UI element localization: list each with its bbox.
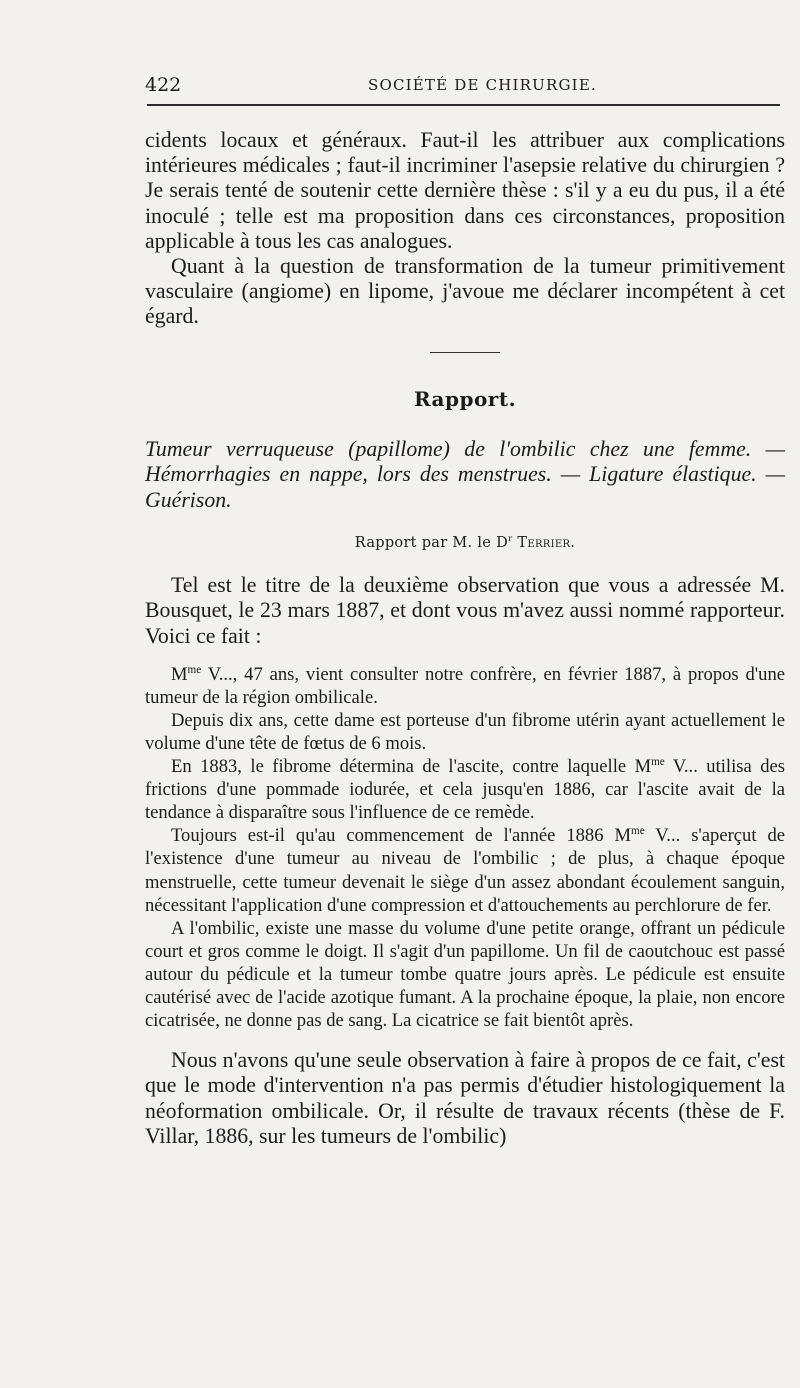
- obs-sup: me: [631, 825, 645, 838]
- reporter-sup: r: [508, 534, 513, 545]
- obs-text: En 1883, le fibrome détermina de l'ascite, contre laquelle M: [171, 756, 652, 778]
- observation-paragraph: [145, 663, 785, 709]
- running-title: SOCIÉTÉ DE CHIRURGIE.: [368, 76, 597, 94]
- obs-text: V... s'aperçut de l'existence d'une tumeur au niveau de l'ombilic ; de plus, à chaque époque menstruelle, cette tumeur devenait le siège d'un assez abondant écoulement sanguin, nécessitant l'application d'une compression et d'attouchements au perchlorure de fer.: [145, 825, 785, 916]
- observation-paragraph: Depuis dix ans, cette dame est porteuse d'un fibrome utérin ayant actuellement le volume d'une tête de fœtus de 6 mois.: [145, 709, 785, 755]
- obs-text: V... utilisa des frictions d'une pommade iodurée, et cela jusqu'en 1886, car l'ascite avait de la tendance à disparaître sous l'influence de ce remède.: [145, 756, 785, 824]
- page-body: [145, 128, 785, 1149]
- reporter-name: Terrier.: [517, 535, 576, 552]
- paragraph-angiome: Quant à la question de transformation de la tumeur primitivement vasculaire (angiome) en lipome, j'avoue me déclarer incompétent à cet égard.: [145, 254, 785, 329]
- intro-paragraph: Tel est le titre de la deuxième observation que vous a adressée M. Bousquet, le 23 mars 1887, et dont vous m'avez aussi nommé rapporteur. Voici ce fait :: [145, 573, 785, 648]
- header-rule: [147, 104, 780, 106]
- page-header: [145, 74, 785, 98]
- reporter-line: [145, 535, 785, 551]
- report-subtitle: Tumeur verruqueuse (papillome) de l'ombilic chez une femme. — Hémorrhagies en nappe, lors des menstrues. — Ligature élastique. — Guérison.: [145, 436, 785, 512]
- obs-sup: me: [651, 755, 665, 768]
- observation-paragraph: [145, 755, 785, 824]
- observation-paragraph: [145, 824, 785, 916]
- section-title: Rapport.: [413, 386, 517, 411]
- conclusion-paragraph: Nous n'avons qu'une seule observation à faire à propos de ce fait, c'est que le mode d'intervention n'a pas permis d'étudier histologiquement la néoformation ombilicale. Or, il résulte de travaux récents (thèse de F. Villar, 1886, sur les tumeurs de l'ombilic): [145, 1048, 785, 1148]
- paragraph-continuation: cidents locaux et généraux. Faut-il les attribuer aux complications intérieures médicales ; faut-il incriminer l'asepsie relative du chirurgien ? Je serais tenté de soutenir cette dernière thèse : s'il y a eu du pus, il a été inoculé ; telle est ma proposition dans ces circonstances, proposition applicable à tous les cas analogues.: [145, 128, 785, 253]
- obs-text: V..., 47 ans, vient consulter notre confrère, en février 1887, à propos d'une tumeur de la région ombilicale.: [145, 663, 785, 708]
- obs-sup: me: [187, 663, 202, 676]
- obs-lead: M: [171, 663, 188, 685]
- observation-paragraph: A l'ombilic, existe une masse du volume d'une petite orange, offrant un pédicule court et gros comme le doigt. Il s'agit d'un papillome. Un fil de caoutchouc est passé autour du pédicule et la tumeur tombe quatre jours après. Le pédicule est ensuite cautérisé avec de l'acide azotique fumant. A la prochaine époque, la plaie, non encore cicatrisée, ne donne pas de sang. La cicatrice se fait bientôt après.: [145, 917, 785, 1032]
- reporter-prefix: Rapport par M. le D: [354, 535, 509, 552]
- page-number: 422: [145, 74, 182, 96]
- obs-text: Toujours est-il qu'au commencement de l'année 1886 M: [171, 825, 632, 847]
- observation-block: [145, 663, 785, 1033]
- section-divider: [430, 352, 500, 353]
